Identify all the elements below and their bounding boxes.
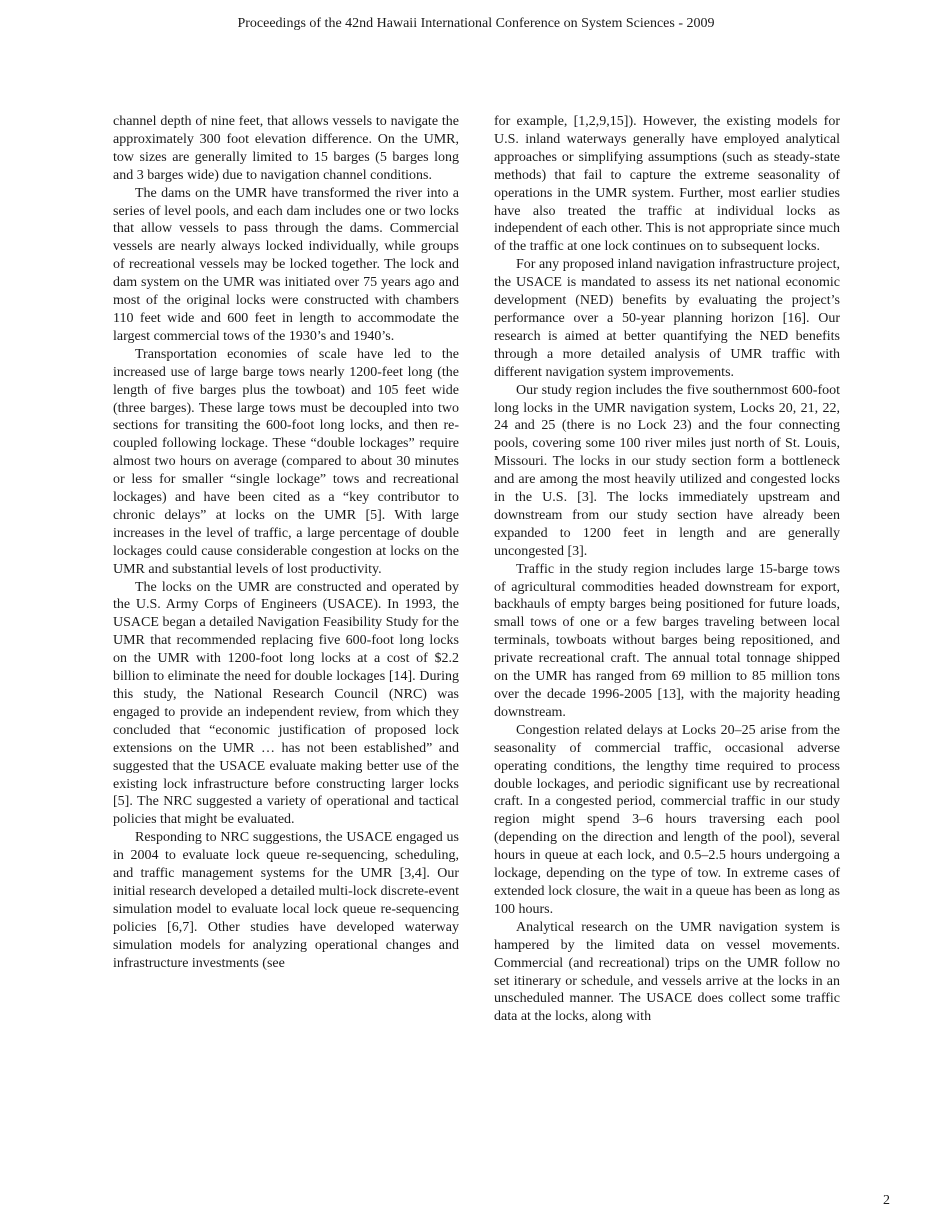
paragraph: for example, [1,2,9,15]). However, the existing models for U.S. inland waterways generally have employed analytical approaches or simplifying assumptions (such as steady-state methods) that fail to capture the extreme seasonality of operations in the UMR system. Further, most earlier studies have also treated the traffic at individual locks as independent of each other. This is not appropriate since much of the traffic at one lock continues on to subsequent locks.: [494, 114, 840, 255]
paragraph: The dams on the UMR have transformed the river into a series of level pools, and each dam includes one or two locks that allow vessels to pass through the dams. Commercial vessels are nearly always locked individually, while groups of recreational vessels may be locked together. The lock and dam system on the UMR was initiated over 75 years ago and most of the original locks were constructed with chambers 110 feet wide and 600 feet in length to accommodate the largest commercial tows of the 1930’s and 1940’s.: [113, 185, 459, 344]
paragraph: For any proposed inland navigation infrastructure project, the USACE is mandated to assess its net national economic development (NED) benefits by evaluating the project’s performance over a 50-year planning horizon [16]. Our research is aimed at better quantifying the NED benefits through a more detailed analysis of UMR traffic with different navigation system improvements.: [494, 257, 840, 380]
paragraph: channel depth of nine feet, that allows vessels to navigate the approximately 300 foot elevation difference. On the UMR, tow sizes are generally limited to 15 barges (5 barges long and 3 barges wide) due to navigation channel conditions.: [113, 114, 459, 183]
left-column: [113, 113, 459, 973]
paragraph: Transportation economies of scale have led to the increased use of large barge tows nearly 1200-feet long (the length of five barges plus the towboat) and 105 feet wide (three barges). These large tows must be decoupled into two sections for transiting the 600-foot long locks, and then re-coupled following lockage. These “double lockages” require almost two hours on average (compared to about 30 minutes or less for smaller “single lockage” tows and recreational lockages) and have been cited as a “key contributor to chronic delays” at locks on the UMR [5]. With large increases in the level of traffic, a large percentage of double lockages could cause considerable congestion at locks on the UMR and substantial levels of lost productivity.: [113, 346, 459, 577]
paragraph: The locks on the UMR are constructed and operated by the U.S. Army Corps of Engineers (USACE). In 1993, the USACE began a detailed Navigation Feasibility Study for the UMR that recommended replacing five 600-foot long locks on the UMR with 1200-foot long locks at a cost of $2.2 billion to eliminate the need for double lockages [14]. During this study, the National Research Council (NRC) was engaged to provide an independent review, from which they concluded that “economic justification of proposed lock extensions on the UMR … has not been established” and suggested that the USACE evaluate making better use of the existing lock infrastructure before constructing larger locks [5]. The NRC suggested a variety of operational and tactical policies that might be evaluated.: [113, 579, 459, 828]
paragraph: Our study region includes the five southernmost 600-foot long locks in the UMR navigation system, Locks 20, 21, 22, 24 and 25 (there is no Lock 23) and the four connecting pools, covering some 100 river miles just north of St. Louis, Missouri. The locks in our study section form a bottleneck and are among the most heavily utilized and congested locks in the U.S. [3]. The locks immediately upstream and downstream from our study section have already been expanded to 1200 feet in length and are generally uncongested [3].: [494, 382, 840, 559]
running-header: Proceedings of the 42nd Hawaii International Conference on System Sciences - 2009: [237, 16, 715, 31]
paragraph: Responding to NRC suggestions, the USACE engaged us in 2004 to evaluate lock queue re-sequencing, scheduling, and traffic management systems for the UMR [3,4]. Our initial research developed a detailed multi-lock discrete-event simulation model to evaluate local lock queue re-sequencing policies [6,7]. Other studies have developed waterway simulation models for analyzing operational changes and infrastructure investments (see: [113, 830, 459, 971]
paragraph: Traffic in the study region includes large 15-barge tows of agricultural commodities headed downstream for export, backhauls of empty barges being positioned for future loads, small tows of one or a few barges traveling between local terminals, towboats without barges being repositioned, and private recreational craft. The annual total tonnage shipped on the UMR has ranged from 69 million to 85 million tons over the decade 1996-2005 [13], with the majority heading downstream.: [494, 561, 840, 720]
right-column: [494, 113, 840, 1026]
paragraph: Congestion related delays at Locks 20–25 arise from the seasonality of commercial traffic, occasional adverse operating conditions, the lengthy time required to process double lockages, and periodic significant use by recreational craft. In a congested period, commercial traffic in our study region might spend 3–6 hours traversing each pool (depending on the direction and length of the pool), several hours in queue at each lock, and 0.5–2.5 hours undergoing a lockage, depending on the type of tow. In extreme cases of extended lock closure, the wait in a queue has been as long as 100 hours.: [494, 722, 840, 917]
page-number: 2: [883, 1193, 890, 1208]
paragraph: Analytical research on the UMR navigation system is hampered by the limited data on vessel movements. Commercial (and recreational) trips on the UMR follow no set itinerary or schedule, and vessels arrive at the locks in an unscheduled manner. The USACE does collect some traffic data at the locks, along with: [494, 919, 840, 1025]
